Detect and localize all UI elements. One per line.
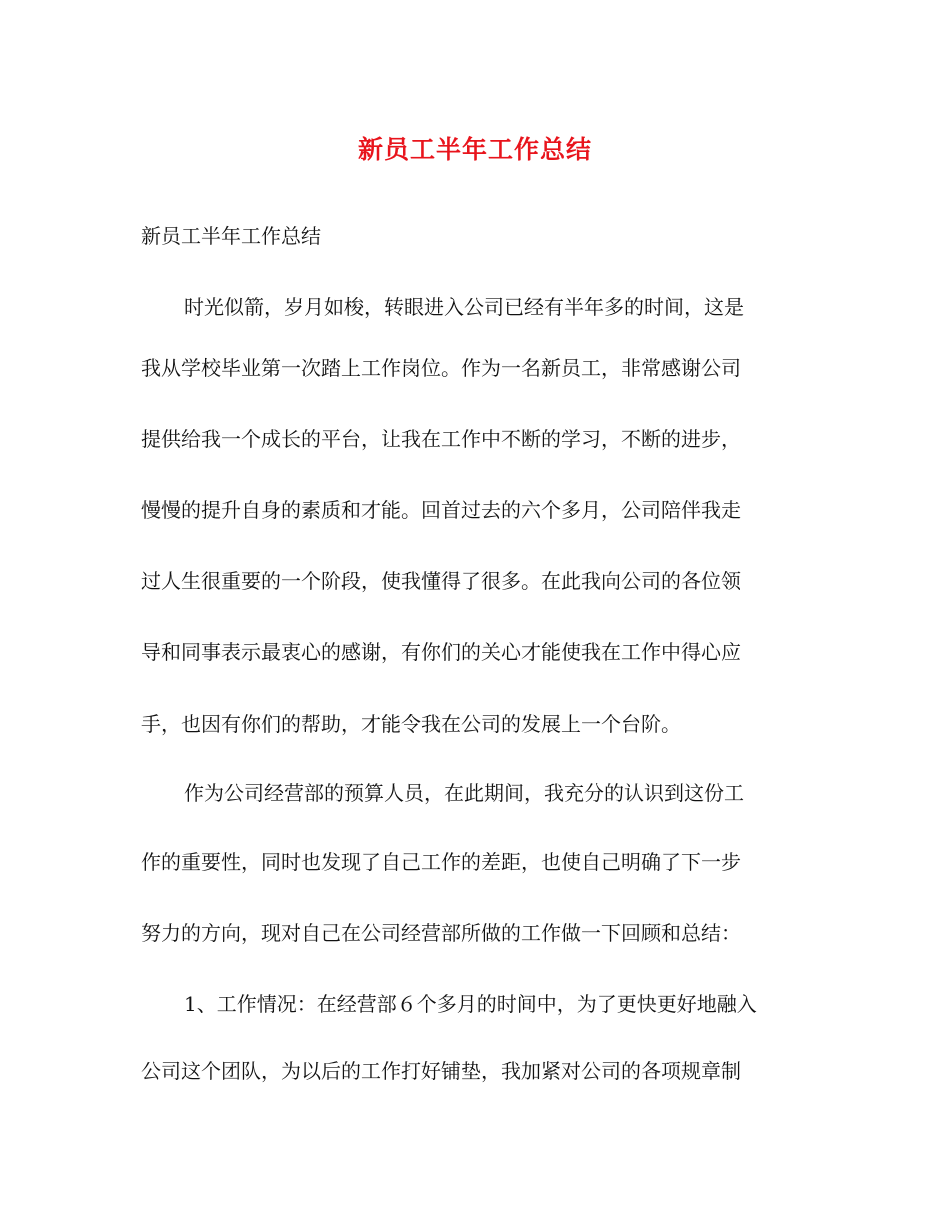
paragraph-line: 努力的方向，现对自己在公司经营部所做的工作做一下回顾和总结： (141, 921, 741, 945)
paragraph-line: 公司这个团队，为以后的工作打好铺垫，我加紧对公司的各项规章制 (141, 1059, 741, 1083)
paragraph-line: 慢慢的提升自身的素质和才能。回首过去的六个多月，公司陪伴我走 (141, 498, 741, 522)
paragraph-line: 作的重要性，同时也发现了自己工作的差距，也使自己明确了下一步 (141, 850, 741, 874)
document-subtitle: 新员工半年工作总结 (141, 224, 321, 248)
paragraph-line: 我从学校毕业第一次踏上工作岗位。作为一名新员工，非常感谢公司 (141, 356, 741, 380)
paragraph-line: 提供给我一个成长的平台，让我在工作中不断的学习，不断的进步， (141, 427, 741, 451)
paragraph-line: 导和同事表示最衷心的感谢，有你们的关心才能使我在工作中得心应 (141, 640, 741, 664)
paragraph-line: 过人生很重要的一个阶段，使我懂得了很多。在此我向公司的各位领 (141, 569, 741, 593)
paragraph-line: 作为公司经营部的预算人员，在此期间，我充分的认识到这份工 (184, 781, 744, 805)
paragraph-line: 1、工作情况：在经营部６个多月的时间中，为了更快更好地融入 (184, 992, 757, 1016)
paragraph-line: 时光似箭，岁月如梭，转眼进入公司已经有半年多的时间，这是 (184, 295, 744, 319)
paragraph-line: 手，也因有你们的帮助，才能令我在公司的发展上一个台阶。 (141, 712, 681, 736)
document-title: 新员工半年工作总结 (357, 135, 592, 164)
